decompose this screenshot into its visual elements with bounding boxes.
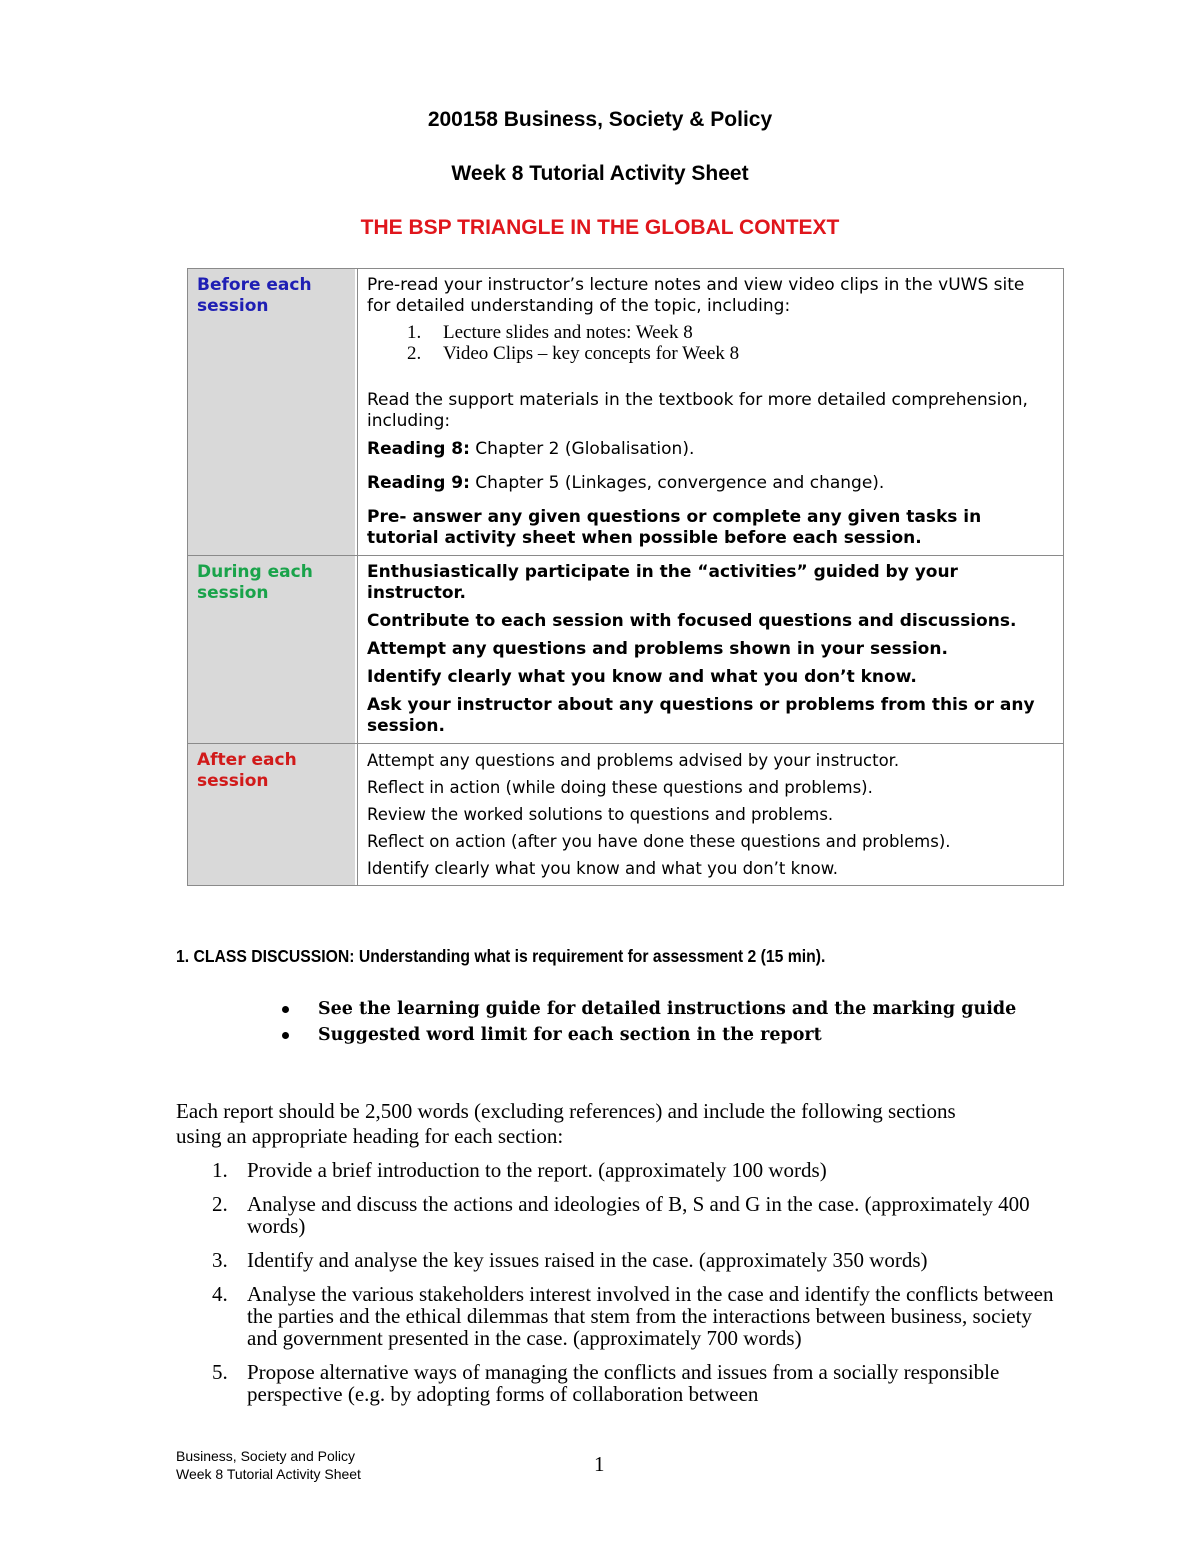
list-item: Identify clearly what you know and what you don’t know.	[367, 859, 838, 878]
session-schedule-table	[187, 268, 1064, 886]
reading-9: Reading 9: Chapter 5 (Linkages, convergence and change).	[367, 473, 885, 493]
table-row	[188, 744, 1064, 886]
support-text: Read the support materials in the textbook for more detailed comprehension, including:	[367, 390, 1028, 431]
list-item: Identify clearly what you know and what you don’t know.	[367, 667, 917, 687]
list-item: 5. Propose alternative ways of managing the conflicts and issues from a socially responsible perspective (e.g. by adopting forms of collaboration between	[212, 1360, 1000, 1406]
after-session-content	[358, 744, 1064, 886]
pre-read-text: Pre-read your instructor’s lecture notes and view video clips in the vUWS site for detailed understanding of the topic, including:	[367, 275, 1025, 316]
bullet-icon	[282, 1006, 289, 1013]
pre-read-list	[367, 322, 1053, 364]
during-session-content	[358, 556, 1064, 744]
footer-line: Week 8 Tutorial Activity Sheet	[176, 1466, 361, 1482]
list-item: Enthusiastically participate in the “activities” guided by your instructor.	[367, 562, 958, 603]
page-number: 1	[594, 1452, 605, 1476]
list-item: Reflect on action (after you have done these questions and problems).	[367, 832, 951, 851]
table-row	[188, 556, 1064, 744]
footer-line: Business, Society and Policy	[176, 1448, 355, 1464]
list-item: 2. Analyse and discuss the actions and ideologies of B, S and G in the case. (approximately 400 words)	[212, 1192, 1030, 1238]
list-item: 2. Video Clips – key concepts for Week 8	[407, 343, 740, 364]
table-row	[188, 269, 1064, 556]
list-item: Ask your instructor about any questions or problems from this or any session.	[367, 695, 1035, 736]
list-item: Contribute to each session with focused questions and discussions.	[367, 611, 1017, 631]
course-title: 200158 Business, Society & Policy	[427, 108, 773, 131]
list-item: Attempt any questions and problems shown in your session.	[367, 639, 948, 659]
before-session-content	[358, 269, 1064, 556]
topic-title: THE BSP TRIANGLE IN THE GLOBAL CONTEXT	[360, 216, 840, 239]
reading-8: Reading 8: Chapter 2 (Globalisation).	[367, 439, 695, 459]
report-requirements-list	[176, 1159, 1056, 1417]
list-item: Review the worked solutions to questions and problems.	[367, 805, 834, 824]
report-intro: Each report should be 2,500 words (excluding references) and include the following sections using an appropriate heading for each section:	[176, 1099, 956, 1148]
before-session-label: Before each session	[188, 269, 358, 556]
during-session-label: During each session	[188, 556, 358, 744]
list-item: 1. Lecture slides and notes: Week 8	[407, 322, 693, 343]
list-item: 3. Identify and analyse the key issues raised in the case. (approximately 350 words)	[212, 1248, 928, 1272]
list-item: Suggested word limit for each section in the report	[282, 1022, 1016, 1048]
list-item: Attempt any questions and problems advised by your instructor.	[367, 751, 900, 770]
section-heading: 1. CLASS DISCUSSION: Understanding what is requirement for assessment 2 (15 min).	[176, 946, 826, 966]
bullet-list	[282, 996, 1016, 1048]
bullet-icon	[282, 1032, 289, 1039]
list-item: See the learning guide for detailed instructions and the marking guide	[282, 996, 1016, 1022]
list-item: Reflect in action (while doing these questions and problems).	[367, 778, 873, 797]
after-session-label: After each session	[188, 744, 358, 886]
list-item: 4. Analyse the various stakeholders interest involved in the case and identify the conflicts between the parties and the ethical dilemmas that stem from the interactions between business, society and government presented in the case. (approximately 700 words)	[212, 1282, 1054, 1350]
pre-answer-text: Pre- answer any given questions or complete any given tasks in tutorial activity sheet when possible before each session.	[367, 507, 982, 548]
page-footer	[176, 1447, 361, 1483]
sheet-title: Week 8 Tutorial Activity Sheet	[451, 162, 749, 185]
list-item: 1. Provide a brief introduction to the report. (approximately 100 words)	[212, 1158, 827, 1182]
